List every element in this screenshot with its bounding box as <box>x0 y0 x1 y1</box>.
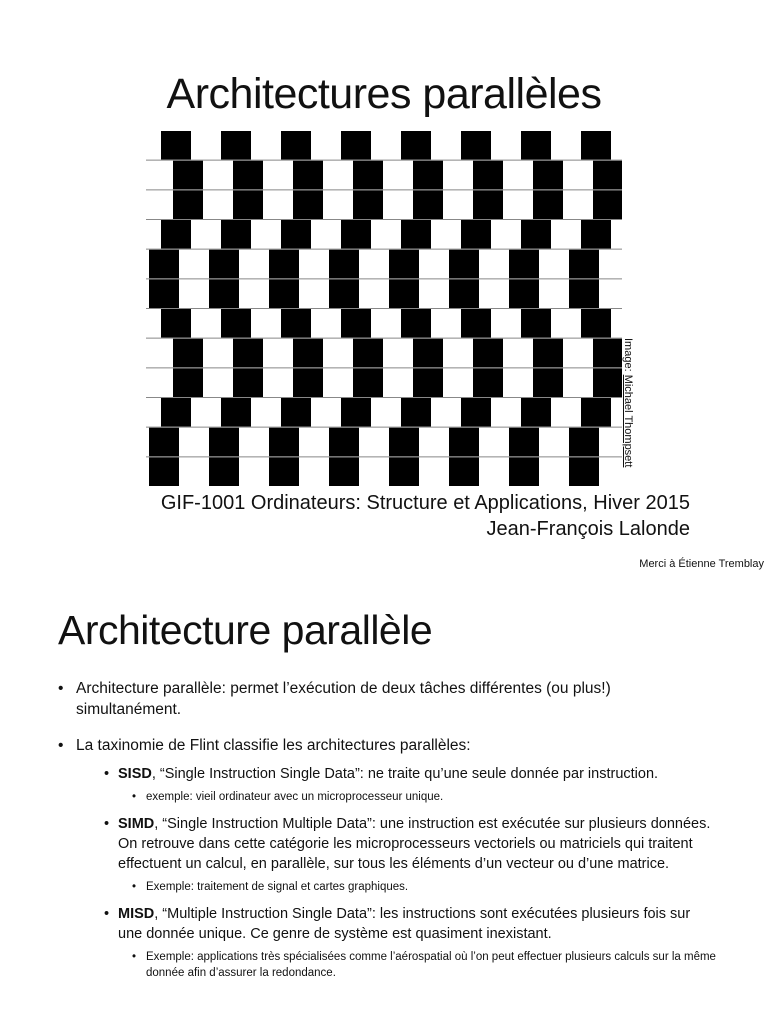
illusion-tile <box>173 190 203 219</box>
illusion-tile <box>173 161 203 190</box>
illusion-tile <box>293 368 323 397</box>
illusion-tile <box>461 131 491 160</box>
illusion-tile <box>569 279 599 308</box>
illusion-tile <box>209 428 239 457</box>
bullet-misd-example: • Exemple: applications très spécialisées comme l’aérospatial où l’on peut effectuer plusieurs calculs sur la même donnée afin d’assurer la redondance. <box>76 949 718 981</box>
illusion-tile <box>281 398 311 427</box>
course-info <box>161 490 690 542</box>
illusion-tile <box>149 279 179 308</box>
illusion-tile <box>401 131 431 160</box>
illusion-tile <box>221 398 251 427</box>
illusion-tile <box>413 339 443 368</box>
illusion-tile <box>269 279 299 308</box>
cafe-wall-illusion-image <box>146 130 622 486</box>
illusion-tile <box>533 368 563 397</box>
illusion-tile <box>209 457 239 486</box>
illusion-tile <box>533 161 563 190</box>
bullet-misd <box>76 904 718 944</box>
slide1-title: Architectures parallèles <box>166 70 602 118</box>
illusion-tile <box>209 250 239 279</box>
illusion-tile <box>341 131 371 160</box>
simd-text: , “Single Instruction Multiple Data”: une instruction est exécutée sur plusieurs données. On retrouve dans cette catégorie les microprocesseurs vectoriels ou matriciels qui traitent effectuent un calcul, en parallèle, sur tous les éléments d’un vecteur ou d’une matrice. <box>118 816 711 872</box>
illusion-tile <box>449 250 479 279</box>
illusion-tile <box>173 368 203 397</box>
illusion-tile <box>593 339 622 368</box>
illusion-tile <box>329 428 359 457</box>
illusion-tile <box>353 190 383 219</box>
illusion-tile <box>149 428 179 457</box>
illusion-tile <box>473 368 503 397</box>
illusion-tile <box>221 309 251 338</box>
illusion-tile <box>161 398 191 427</box>
illusion-tile <box>341 309 371 338</box>
illusion-tile <box>509 279 539 308</box>
illusion-tile <box>509 250 539 279</box>
bullet-taxonomy <box>58 735 718 981</box>
illusion-tile <box>449 457 479 486</box>
bullet-simd-example: • Exemple: traitement de signal et cartes graphiques. <box>76 879 718 895</box>
illusion-tile <box>389 250 419 279</box>
illusion-tile <box>161 131 191 160</box>
illusion-tile <box>269 428 299 457</box>
thanks-note: Merci à Étienne Tremblay <box>639 558 764 570</box>
bullet-simd <box>76 814 718 874</box>
illusion-tile <box>293 190 323 219</box>
illusion-tile <box>401 309 431 338</box>
illusion-tile <box>593 190 622 219</box>
illusion-tile <box>221 220 251 249</box>
image-credit <box>622 338 634 467</box>
course-title: GIF-1001 Ordinateurs: Structure et Applications, Hiver 2015 <box>160 492 690 514</box>
illusion-tile <box>209 279 239 308</box>
illusion-tile <box>593 161 622 190</box>
illusion-tile <box>233 190 263 219</box>
illusion-tile <box>221 131 251 160</box>
illusion-tile <box>449 279 479 308</box>
illusion-tile <box>149 250 179 279</box>
illusion-tile <box>473 339 503 368</box>
misd-term: MISD <box>118 906 155 922</box>
author-name: Jean-François Lalonde <box>486 518 690 540</box>
illusion-tile <box>389 457 419 486</box>
illusion-tile <box>569 250 599 279</box>
illusion-tile <box>461 398 491 427</box>
illusion-tile <box>473 190 503 219</box>
illusion-tile <box>293 339 323 368</box>
illusion-tile <box>269 457 299 486</box>
illusion-tile <box>521 309 551 338</box>
illusion-tile <box>389 428 419 457</box>
illusion-tile <box>281 309 311 338</box>
bullet-taxonomy-text: La taxinomie de Flint classifie les architectures parallèles: <box>76 737 471 754</box>
illusion-tile <box>233 161 263 190</box>
illusion-tile <box>161 220 191 249</box>
illusion-tile <box>329 279 359 308</box>
image-credit-prefix: Image: <box>622 338 634 375</box>
illusion-tile <box>269 250 299 279</box>
illusion-tile <box>593 368 622 397</box>
illusion-tile <box>461 220 491 249</box>
illusion-tile <box>281 131 311 160</box>
illusion-tile <box>233 368 263 397</box>
illusion-tile <box>353 368 383 397</box>
illusion-tile <box>581 220 611 249</box>
illusion-tile <box>449 428 479 457</box>
illusion-tile <box>533 339 563 368</box>
illusion-tile <box>569 428 599 457</box>
illusion-tile <box>521 131 551 160</box>
illusion-tile <box>509 457 539 486</box>
illusion-tile <box>341 220 371 249</box>
illusion-tile <box>461 309 491 338</box>
illusion-tile <box>353 161 383 190</box>
illusion-tile <box>413 368 443 397</box>
illusion-tile <box>329 250 359 279</box>
bullet-definition: • Architecture parallèle: permet l’exécution de deux tâches différentes (ou plus!) simultanément. <box>58 678 718 720</box>
illusion-tile <box>353 339 383 368</box>
illusion-tile <box>293 161 323 190</box>
image-credit-author: Michael Thompsett <box>622 374 634 468</box>
illusion-tile <box>149 457 179 486</box>
illusion-tile <box>341 398 371 427</box>
illusion-tile <box>389 279 419 308</box>
illusion-tile <box>509 428 539 457</box>
illusion-tile <box>233 339 263 368</box>
illusion-tile <box>329 457 359 486</box>
illusion-tile <box>521 398 551 427</box>
illusion-tile <box>533 190 563 219</box>
bullet-sisd <box>76 764 718 784</box>
illusion-tile <box>581 309 611 338</box>
illusion-tile <box>281 220 311 249</box>
illusion-tile <box>521 220 551 249</box>
illusion-tile <box>401 398 431 427</box>
illusion-tile <box>473 161 503 190</box>
illusion-tile <box>581 131 611 160</box>
illusion-tile <box>161 309 191 338</box>
illusion-tile <box>413 190 443 219</box>
sisd-term: SISD <box>118 766 152 782</box>
illusion-tile <box>401 220 431 249</box>
illusion-tile <box>173 339 203 368</box>
bullet-sisd-example: • exemple: vieil ordinateur avec un microprocesseur unique. <box>76 789 718 805</box>
misd-text: , “Multiple Instruction Single Data”: les instructions sont exécutées plusieurs fois sur une donnée unique. Ce genre de système est quasiment inexistant. <box>118 906 691 942</box>
slide2-title: Architecture parallèle <box>58 607 433 653</box>
simd-term: SIMD <box>118 816 155 832</box>
illusion-tile <box>581 398 611 427</box>
sisd-text: , “Single Instruction Single Data”: ne traite qu’une seule donnée par instruction. <box>151 766 659 782</box>
illusion-tile <box>569 457 599 486</box>
illusion-tile <box>413 161 443 190</box>
bullet-list <box>58 678 718 996</box>
